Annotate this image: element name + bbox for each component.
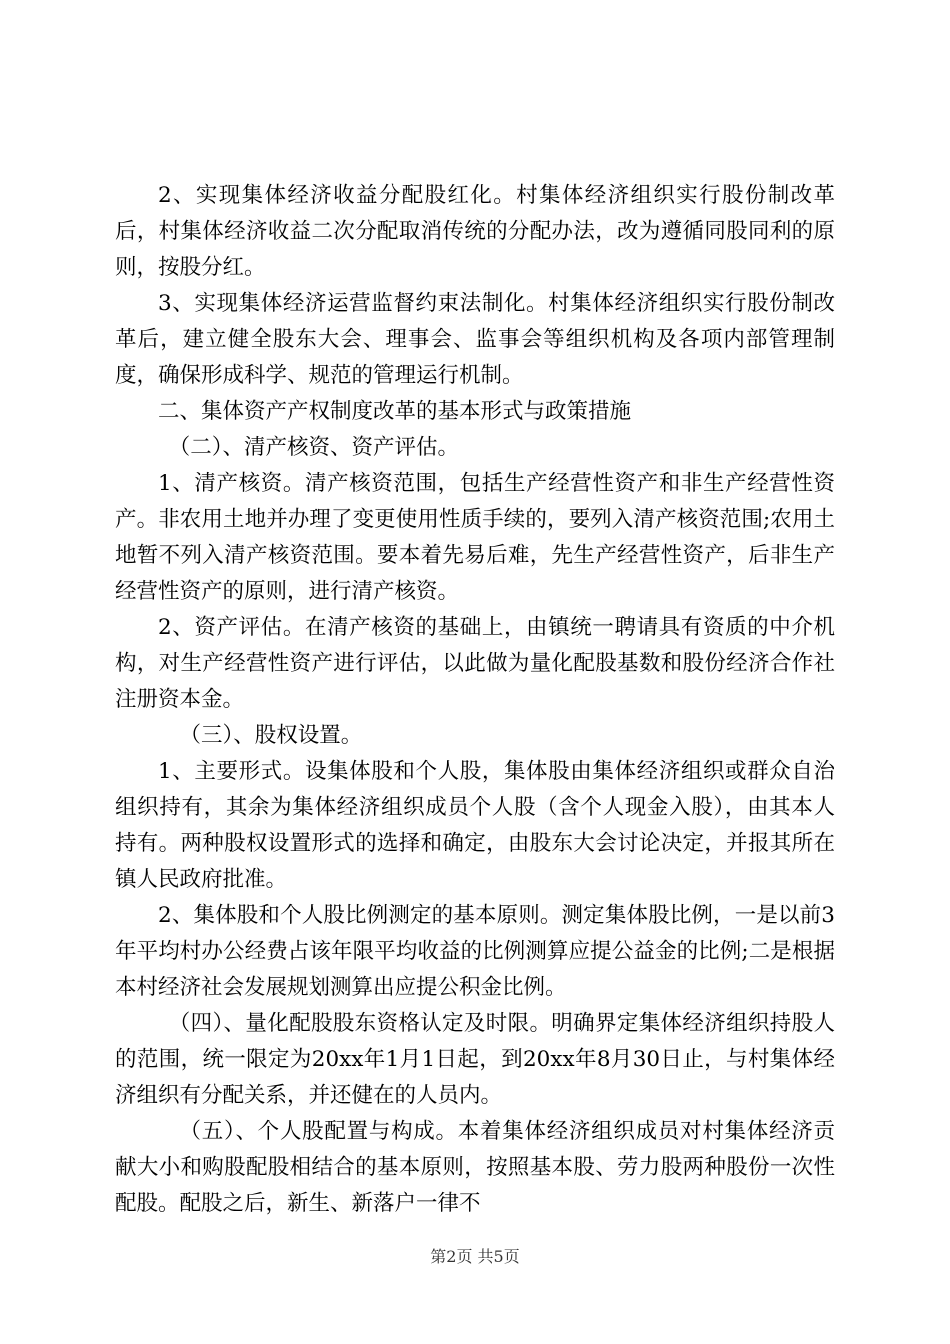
paragraph-profit-distribution: 2、实现集体经济收益分配股红化。村集体经济组织实行股份制改革后，村集体经济收益二次分配取消传统的分配办法，改为遵循同股同利的原则，按股分红。 (115, 183, 835, 280)
paragraph-shareholder-qualification: （四）、量化配股股东资格认定及时限。明确界定集体经济组织持股人的范围，统一限定为20xx年1月1日起，到20xx年8月30日止，与村集体经济组织有分配关系，并还健在的人员内。 (115, 1011, 835, 1108)
document-body (115, 178, 835, 1222)
paragraph-supervision: 3、实现集体经济运营监督约束法制化。村集体经济组织实行股份制改革后，建立健全股东大会、理事会、监事会等组织机构及各项内部管理制度，确保形成科学、规范的管理运行机制。 (115, 291, 835, 388)
paragraph-individual-shares: （五）、个人股配置与构成。本着集体经济组织成员对村集体经济贡献大小和购股配股相结合的基本原则，按照基本股、劳力股两种股份一次性配股。配股之后，新生、新落户一律不 (115, 1119, 835, 1216)
page-number-footer: 第2页 共5页 (430, 1247, 520, 1266)
paragraph-main-forms: 1、主要形式。设集体股和个人股，集体股由集体经济组织或群众自治组织持有，其余为集体经济组织成员个人股（含个人现金入股），由其本人持有。两种股权设置形式的选择和确定，由股东大会讨论决定，并报其所在镇人民政府批准。 (115, 759, 835, 892)
paragraph-asset-verification: 1、清产核资。清产核资范围，包括生产经营性资产和非生产经营性资产。非农用土地并办理了变更使用性质手续的，要列入清产核资范围;农用土地暂不列入清产核资范围。要本着先易后难，先生产经营性资产，后非生产经营性资产的原则，进行清产核资。 (115, 471, 835, 604)
subheading-asset-valuation: （二）、清产核资、资产评估。 (168, 435, 460, 460)
section-heading-reform-forms: 二、集体资产产权制度改革的基本形式与政策措施 (158, 399, 632, 424)
subheading-equity-setup: （三）、股权设置。 (179, 723, 363, 748)
paragraph-asset-evaluation: 2、资产评估。在清产核资的基础上，由镇统一聘请具有资质的中介机构，对生产经营性资产进行评估，以此做为量化配股基数和股份经济合作社注册资本金。 (115, 615, 835, 712)
paragraph-share-ratio: 2、集体股和个人股比例测定的基本原则。测定集体股比例，一是以前3年平均村办公经费占该年限平均收益的比例测算应提公益金的比例;二是根据本村经济社会发展规划测算出应提公积金比例。 (115, 903, 835, 1000)
